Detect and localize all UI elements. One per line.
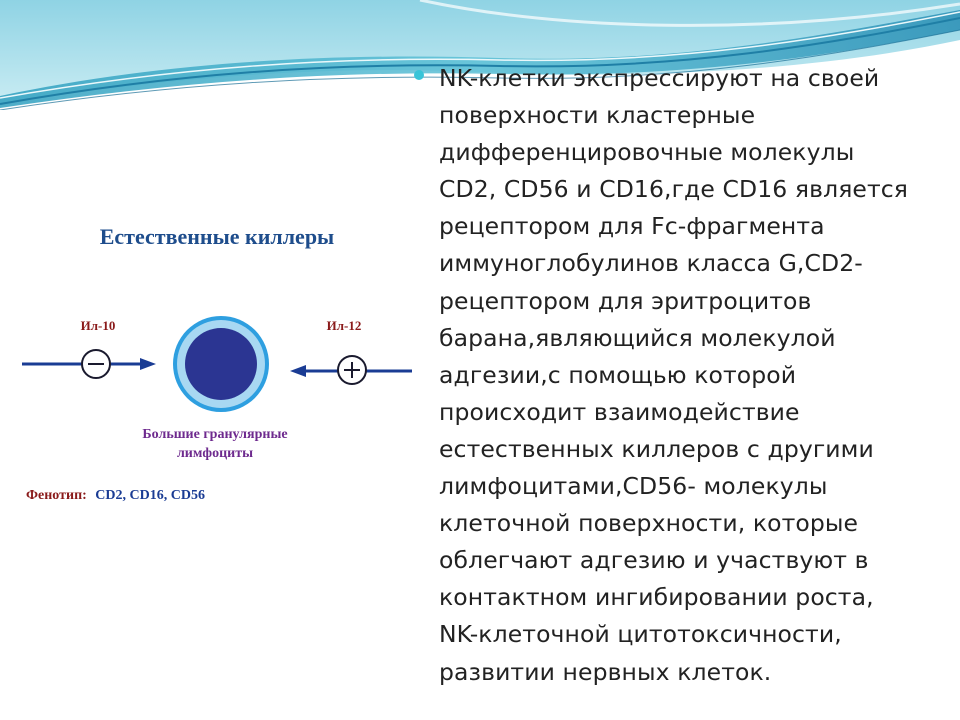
bullet-line: контактном ингибировании роста, xyxy=(439,583,874,612)
figure-title: Естественные киллеры xyxy=(99,224,335,249)
bullet-line: NK-клетки экспрессируют на своей xyxy=(439,64,880,92)
bullet-text xyxy=(412,60,947,691)
bullet-line: облегчают адгезию и участвуют в xyxy=(439,546,869,575)
bullet-line: CD2, CD56 и CD16,где CD16 является xyxy=(439,175,909,204)
phenotype-value: CD2, CD16, CD56 xyxy=(95,488,205,503)
bullet-line: поверхности кластерные xyxy=(439,101,756,130)
cell-caption-line1: Большие гранулярные xyxy=(142,427,288,442)
bullet-line: развитии нервных клеток. xyxy=(439,657,772,686)
stimulate-sign-icon xyxy=(338,356,366,384)
bullet-line: дифференцировочные молекулы xyxy=(439,138,855,167)
nk-cell-diagram xyxy=(22,212,412,528)
right-label: Ил-12 xyxy=(326,318,362,333)
cell-caption-line2: лимфоциты xyxy=(176,446,254,461)
bullet-block xyxy=(412,60,947,691)
nk-cell-icon xyxy=(173,316,269,412)
inhibit-sign-icon xyxy=(82,350,110,378)
bullet-line: рецептором для эритроцитов xyxy=(439,286,812,315)
bullet-line: лимфоцитами,CD56- молекулы xyxy=(439,472,828,501)
phenotype-line xyxy=(26,488,205,503)
bullet-line: NK-клеточной цитотоксичности, xyxy=(439,620,842,649)
phenotype-label: Фенотип: xyxy=(26,488,87,503)
bullet-line: естественных киллеров с другими xyxy=(439,434,874,463)
bullet-line: барана,являющийся молекулой xyxy=(439,323,836,352)
bullet-line: иммуноглобулинов класса G,CD2- xyxy=(439,249,863,278)
bullet-line: рецептором для Fc-фрагмента xyxy=(439,212,825,241)
left-label: Ил-10 xyxy=(80,318,116,333)
nk-cell-figure xyxy=(22,212,412,528)
bullet-line: происходит взаимодействие xyxy=(439,397,800,426)
bullet-line: адгезии,с помощью которой xyxy=(439,360,797,389)
bullet-dot-icon xyxy=(414,70,424,80)
bullet-line: клеточной поверхности, которые xyxy=(439,509,859,538)
